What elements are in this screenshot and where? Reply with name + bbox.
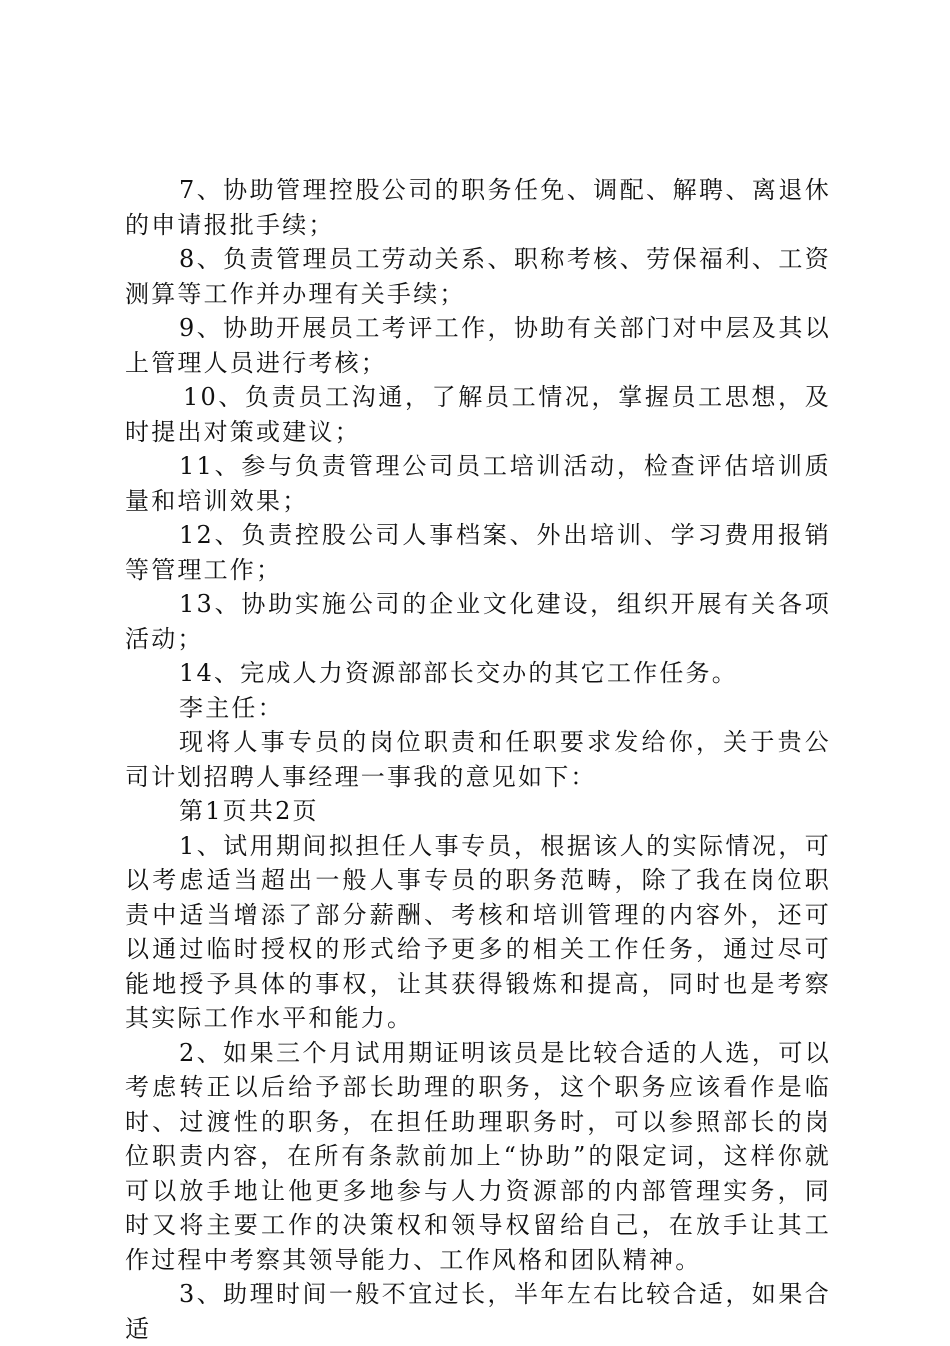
paragraph-item-11: 11、参与负责管理公司员工培训活动，检查评估培训质量和培训效果； (125, 452, 831, 515)
opinion-item-3: 3、助理时间一般不宜过长，半年左右比较合适，如果合适 (125, 1280, 831, 1343)
paragraph-item-10: 10、负责员工沟通，了解员工情况，掌握员工思想，及时提出对策或建议； (125, 383, 831, 446)
document-body (125, 173, 831, 1346)
paragraph-item-8: 8、负责管理员工劳动关系、职称考核、劳保福利、工资测算等工作并办理有关手续； (125, 245, 831, 308)
letter-intro: 现将人事专员的岗位职责和任职要求发给你，关于贵公司计划招聘人事经理一事我的意见如下： (125, 728, 831, 791)
page-number: 第1页共2页 (179, 797, 319, 825)
paragraph-item-14: 14、完成人力资源部部长交办的其它工作任务。 (179, 659, 738, 687)
paragraph-item-13: 13、协助实施公司的企业文化建设，组织开展有关各项活动； (125, 590, 831, 653)
paragraph-item-12: 12、负责控股公司人事档案、外出培训、学习费用报销等管理工作； (125, 521, 831, 584)
paragraph-item-7: 7、协助管理控股公司的职务任免、调配、解聘、离退休的申请报批手续； (125, 176, 831, 239)
paragraph-item-9: 9、协助开展员工考评工作，协助有关部门对中层及其以上管理人员进行考核； (125, 314, 831, 377)
opinion-item-2: 2、如果三个月试用期证明该员是比较合适的人选，可以考虑转正以后给予部长助理的职务，这个职务应该看作是临时、过渡性的职务，在担任助理职务时，可以参照部长的岗位职责内容，在所有条款前加上“协助”的限定词，这样你就可以放手地让他更多地参与人力资源部的内部管理实务，同时又将主要工作的决策权和领导权留给自己，在放手让其工作过程中考察其领导能力、工作风格和团队精神。 (125, 1038, 831, 1274)
opinion-item-1: 1、试用期间拟担任人事专员，根据该人的实际情况，可以考虑适当超出一般人事专员的职务范畴，除了我在岗位职责中适当增添了部分薪酬、考核和培训管理的内容外，还可以通过临时授权的形式给予更多的相关工作任务，通过尽可能地授予具体的事权，让其获得锻炼和提高，同时也是考察其实际工作水平和能力。 (125, 831, 831, 1032)
letter-salutation: 李主任： (179, 693, 284, 722)
